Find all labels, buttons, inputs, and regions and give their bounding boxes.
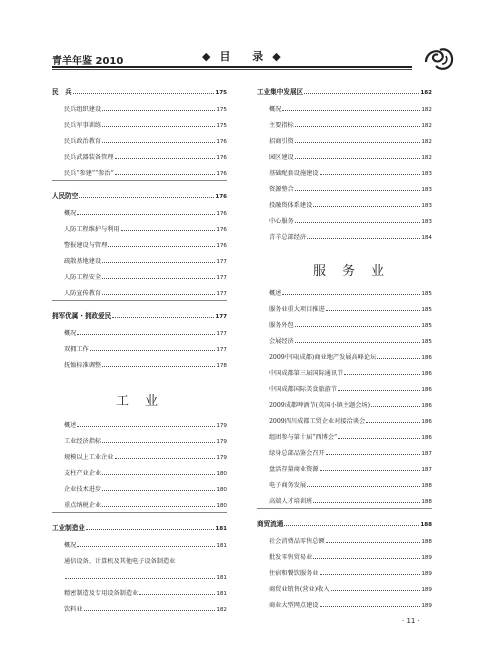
toc-entry[interactable]: 批发零售贸易业 189 — [269, 554, 432, 561]
toc-entry[interactable]: 工业经济指标 179 — [64, 438, 227, 445]
toc-section[interactable]: 工业集中发展区 182 — [257, 88, 432, 96]
toc-entry[interactable]: 中国成都第三届国际通讯节 186 — [269, 370, 432, 377]
toc-entry[interactable]: 通信设备、计算机及其他电子设备制造业 — [64, 558, 176, 565]
toc-section[interactable]: 拥军优属・拥政爱民 177 — [52, 312, 227, 320]
toc-entry[interactable]: 盘活存量商业资源 187 — [269, 466, 432, 473]
toc-entry[interactable]: 2009中国(成都)商业地产发展高峰论坛 186 — [269, 354, 432, 361]
toc-entry-continued[interactable]: 181 — [52, 567, 227, 581]
toc-entry[interactable]: 中心服务 183 — [269, 218, 432, 225]
toc-entry[interactable]: 服务业重大项目推进 185 — [269, 306, 432, 313]
toc-entry[interactable]: 概况 176 — [64, 210, 227, 217]
toc-entry[interactable]: 人防工程维护与利用 176 — [64, 226, 227, 233]
toc-entry[interactable]: 中国成都国际美食旅游节 186 — [269, 386, 432, 393]
toc-entry[interactable]: 青羊总部经济 184 — [269, 234, 432, 241]
toc-entry[interactable]: 民兵“参建”“参治” 176 — [64, 170, 227, 177]
toc-entry[interactable]: 绿身总部品鉴会召开 187 — [269, 450, 432, 457]
toc-entry[interactable]: 投融资体系建设 183 — [269, 202, 432, 209]
section-divider — [52, 180, 227, 181]
header-rule — [52, 66, 412, 68]
toc-entry[interactable]: 电子商务发展 188 — [269, 482, 432, 489]
toc-entry[interactable]: 饮料业 182 — [64, 606, 227, 613]
toc-entry[interactable]: 招商引资 182 — [269, 138, 432, 145]
toc-entry[interactable]: 民兵军事训练 175 — [64, 122, 227, 129]
toc-section[interactable]: 工业制造业 181 — [52, 524, 227, 532]
toc-entry[interactable]: 服务外包 185 — [269, 322, 432, 329]
yearbook-title: 青羊年鉴 2010 — [52, 56, 124, 67]
toc-entry[interactable]: 概述 185 — [269, 290, 432, 297]
toc-entry[interactable]: 2009四川成都工贸企业对接洽谈会 186 — [269, 418, 432, 425]
toc-entry[interactable]: 住宿和餐饮服务业 189 — [269, 570, 432, 577]
toc-section[interactable]: 人民防空 176 — [52, 192, 227, 200]
toc-entry[interactable]: 园区建设 182 — [269, 154, 432, 161]
toc-section[interactable]: 商贸流通 188 — [257, 520, 432, 528]
toc-entry[interactable]: 资源整合 183 — [269, 186, 432, 193]
toc-entry[interactable]: 双拥工作 177 — [64, 346, 227, 353]
toc-entry[interactable]: 抚恤标准调整 178 — [64, 362, 227, 369]
toc-entry[interactable]: 商贸业销售(营业)收入 189 — [269, 586, 432, 593]
toc-entry[interactable]: 重点纳税企业 180 — [64, 502, 227, 509]
toc-entry[interactable]: 2009成都啤酒节(英国小镇主题会场) 186 — [269, 402, 432, 409]
toc-entry[interactable]: 民兵政治教育 176 — [64, 138, 227, 145]
page-header — [52, 44, 432, 70]
chapter-title: 服务业 — [313, 264, 401, 279]
toc-entry[interactable]: 民兵组织建设 175 — [64, 106, 227, 113]
toc-entry[interactable]: 人防宣传教育 177 — [64, 290, 227, 297]
yearbook-logo-icon — [420, 44, 456, 74]
toc-entry[interactable]: 民兵武器装备管理 176 — [64, 154, 227, 161]
toc-entry[interactable]: 企业技术进步 180 — [64, 486, 227, 493]
section-divider — [52, 300, 227, 301]
page-number: · 11 · — [402, 617, 420, 625]
toc-section[interactable]: 民 兵 175 — [52, 88, 227, 96]
section-divider — [257, 508, 432, 509]
chapter-title: 工业 — [116, 394, 175, 409]
section-divider — [52, 512, 227, 513]
toc-entry[interactable]: 概况 177 — [64, 330, 227, 337]
toc-entry[interactable]: 概况 181 — [64, 542, 227, 549]
toc-entry[interactable]: 概述 179 — [64, 422, 227, 429]
toc-entry[interactable]: 疏散基地建设 177 — [64, 258, 227, 265]
toc-entry[interactable]: 社会消费品零售总额 188 — [269, 538, 432, 545]
toc-entry[interactable]: 会展经济 185 — [269, 338, 432, 345]
toc-entry[interactable]: 商业大型网点建设 189 — [269, 602, 432, 609]
toc-entry[interactable]: 规模以上工业企业 179 — [64, 454, 227, 461]
toc-entry[interactable]: 基础配套设施建设 183 — [269, 170, 432, 177]
toc-entry[interactable]: 组团参与第十届“西博会” 186 — [269, 434, 432, 441]
toc-entry[interactable]: 精密制造及专用设备制造业 181 — [64, 590, 227, 597]
toc-entry[interactable]: 支柱产业企业 180 — [64, 470, 227, 477]
header-rule-thin — [52, 69, 412, 70]
toc-entry[interactable]: 主要指标 182 — [269, 122, 432, 129]
section-title: ◆目 录◆ — [202, 50, 290, 63]
toc-entry[interactable]: 警报建设与管理 176 — [64, 242, 227, 249]
toc-entry[interactable]: 人防工程安全 177 — [64, 274, 227, 281]
toc-entry[interactable]: 高端人才培训班 188 — [269, 498, 432, 505]
toc-entry[interactable]: 概况 182 — [269, 106, 432, 113]
